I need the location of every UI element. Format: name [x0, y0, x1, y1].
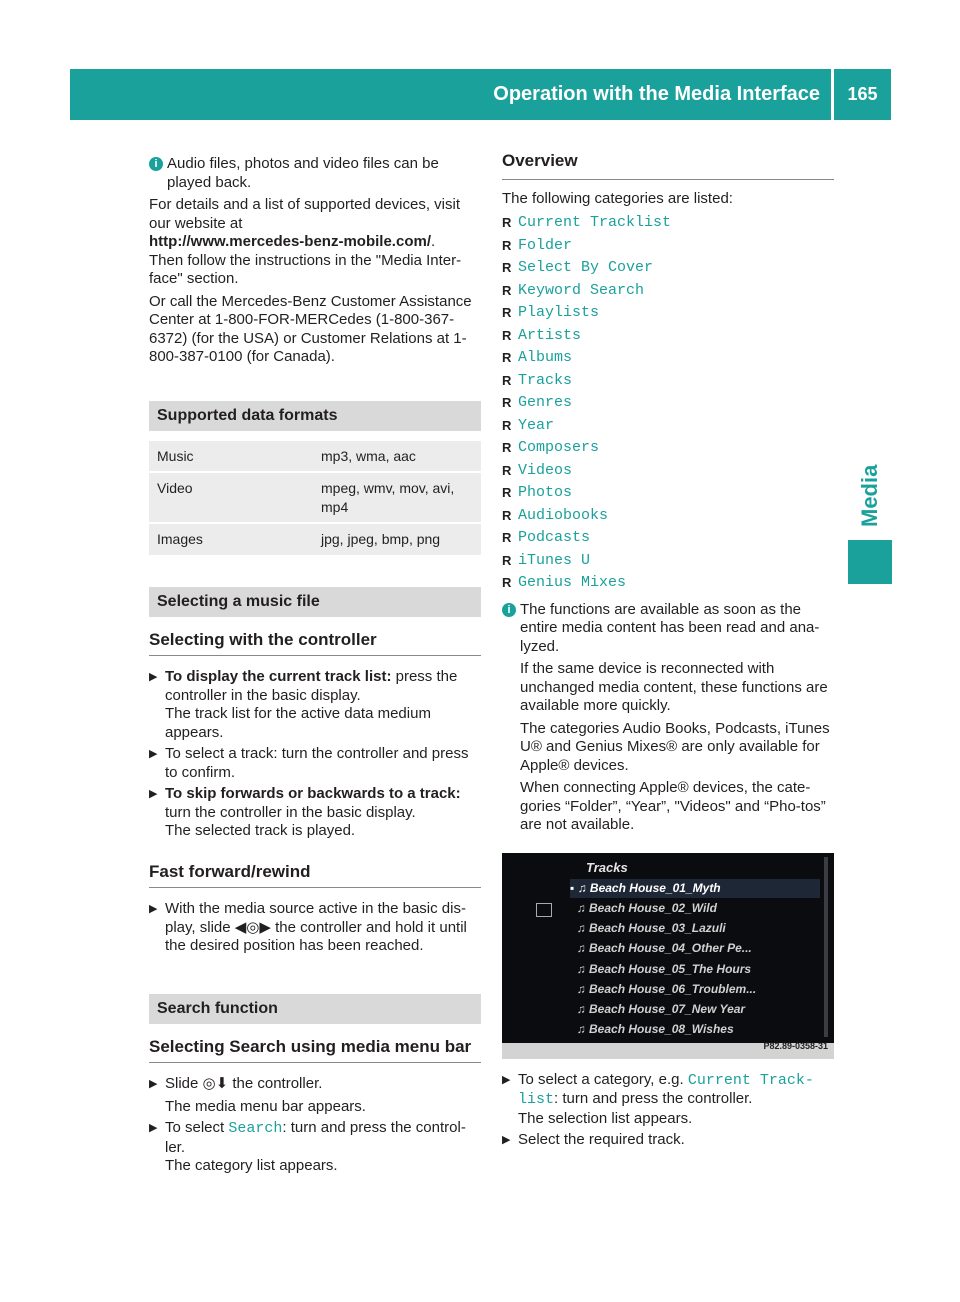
arrow-icon: ▶ [502, 1134, 511, 1146]
sub-heading-fast-forward: Fast forward/rewind [149, 863, 481, 889]
list-item: R Genres [502, 394, 573, 411]
list-item: ♫ Beach House_03_Lazuli [570, 920, 726, 935]
list-item: R Current Tracklist [502, 214, 672, 231]
table-row: Video mpeg, wmv, mov, avi, mp4 [149, 473, 481, 522]
side-tab-label: Media [857, 464, 882, 528]
list-item: R Albums [502, 349, 573, 366]
step: ▶ To select Search: turn and press the control-ler. The category list appears. [149, 1119, 466, 1174]
category-list [502, 212, 834, 595]
arrow-icon: ▶ [149, 788, 158, 800]
right-column [502, 151, 834, 1153]
info-icon: i [502, 603, 516, 617]
list-item: R Tracks [502, 371, 573, 389]
section-search-function: Search function [149, 994, 481, 1024]
list-item: R Audiobooks [502, 506, 609, 524]
page-header [70, 69, 891, 120]
step: ▶ Select the required track. [502, 1131, 685, 1148]
list-item: ♫ Beach House_07_New Year [570, 1001, 746, 1016]
list-item: R Photos [502, 484, 573, 501]
sub-heading-search: Selecting Search using media menu bar [149, 1038, 481, 1064]
overview-intro: The following categories are listed: [502, 189, 733, 207]
info-note: i The functions are available as soon as the entire media content has been read and ana-lyzed. If the same device is reconnected with unchanged media content, these functions are available more quickly. The categories Audio Books, Podcasts, iTunes U® and Genius Mixes® are only available for Apple® devices. When connecting Apple® devices, the cate-gories “Folder”, “Year”, "Videos" and “Pho-tos” are not available. [502, 601, 834, 839]
side-tab-marker [848, 540, 892, 584]
list-item: ♫ Beach House_06_Troublem... [570, 981, 757, 996]
step: ▶ With the media source active in the basic dis-play, slide ◀◎▶ the controller and hold it until the desired position has been reached. [149, 900, 467, 954]
list-item: ♫ Beach House_04_Other Pe... [570, 940, 752, 955]
back-icon [536, 903, 552, 917]
follow-text: Then follow the instructions in the "Media Inter-face" section. [149, 251, 462, 287]
table-row: Music mp3, wma, aac [149, 441, 481, 472]
list-item: R Folder [502, 236, 573, 254]
overview-heading: Overview [502, 152, 834, 180]
list-item: R Select By Cover [502, 259, 654, 276]
figure-code: P82.89-0358-31 [763, 1041, 828, 1051]
list-item: R Artists [502, 326, 582, 344]
header-title: Operation with the Media Interface [493, 83, 820, 105]
tracks-screenshot [502, 853, 834, 1059]
list-item: R Videos [502, 461, 573, 479]
step: ▶ Slide ◎⬇ the controller. The media menu bar appears. [149, 1075, 366, 1115]
step: ▶ To skip forwards or backwards to a track: turn the controller in the basic display. The selected track is played. [149, 785, 461, 839]
list-item: ♫ Beach House_05_The Hours [570, 961, 752, 976]
list-item: R Keyword Search [502, 281, 645, 299]
scrollbar [824, 857, 828, 1037]
section-music-file: Selecting a music file [149, 587, 481, 617]
info-icon: i [149, 157, 163, 171]
list-item: R Year [502, 416, 555, 434]
step: ▶ To select a category, e.g. Current Track-list: turn and press the controller. The selection list appears. [502, 1070, 814, 1127]
step: ▶ To select a track: turn the controller and press to confirm. [149, 745, 469, 781]
list-item: R Genius Mixes [502, 574, 627, 591]
details-intro: For details and a list of supported devices, visit our website at http://www.mercedes-benz-mobile.com/. [149, 196, 460, 250]
arrow-icon: ▶ [149, 1122, 158, 1134]
info-note: i Audio files, photos and video files can be played back. [149, 155, 481, 192]
table-row: Images jpg, jpeg, bmp, png [149, 524, 481, 555]
arrow-icon: ▶ [149, 903, 158, 915]
arrow-icon: ▶ [502, 1073, 511, 1086]
screenshot-title: Tracks [586, 859, 628, 875]
list-item: R Composers [502, 439, 600, 456]
step: ▶ To display the current track list: press the controller in the basic display. The track list for the active data medium appears. [149, 668, 458, 741]
list-item: R Playlists [502, 304, 600, 321]
list-item: R Podcasts [502, 529, 591, 546]
list-item: ▪ ♫ Beach House_01_Myth [570, 879, 820, 898]
list-item: ♫ Beach House_08_Wishes [570, 1021, 734, 1036]
list-item: ♫ Beach House_02_Wild [570, 900, 717, 915]
arrow-icon: ▶ [149, 671, 158, 683]
arrow-icon: ▶ [149, 748, 158, 760]
list-item: R iTunes U [502, 551, 591, 569]
formats-table [149, 439, 481, 557]
sub-heading-controller: Selecting with the controller [149, 631, 481, 657]
arrow-icon: ▶ [149, 1078, 158, 1090]
call-text: Or call the Mercedes-Benz Customer Assistance Center at 1-800-FOR-MERCedes (1-800-367-6372) (for the USA) or Customer Relations at 1-800-387-0100 (for Canada). [149, 292, 472, 365]
page-number: 165 [847, 84, 878, 104]
section-supported-formats: Supported data formats [149, 401, 481, 431]
search-menu-label: Search [228, 1120, 283, 1137]
left-column [149, 155, 481, 1179]
website-link[interactable]: http://www.mercedes-benz-mobile.com/ [149, 233, 431, 250]
